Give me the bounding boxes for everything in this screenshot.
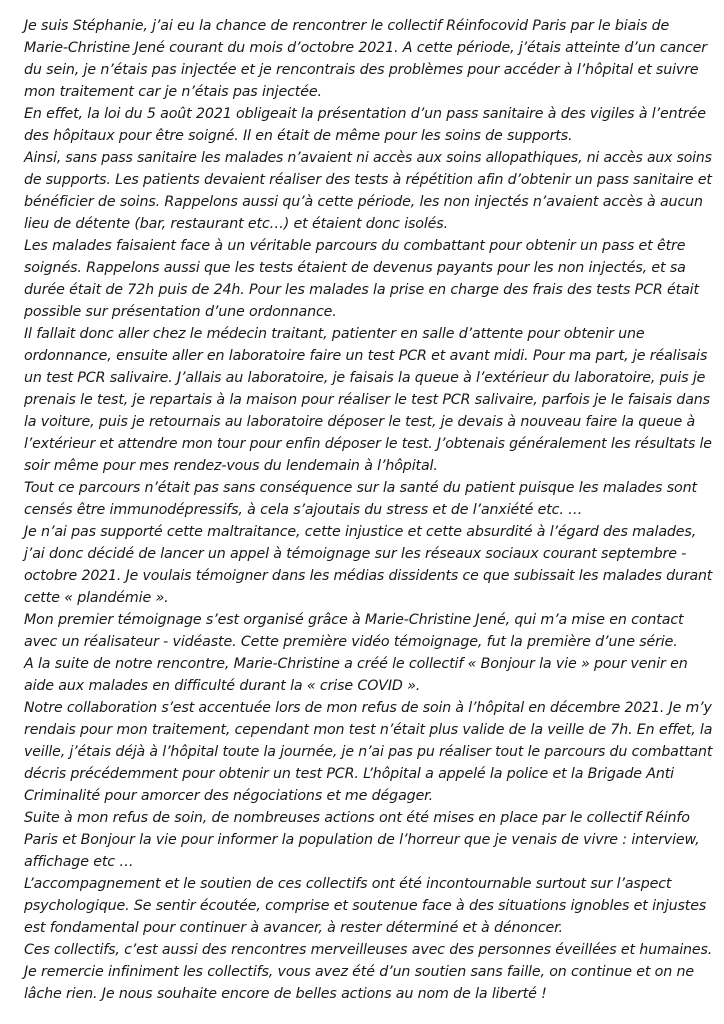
text-line: Je suis Stéphanie, j’ai eu la chance de rencontrer le collectif Réinfocovid Paris par le biais de: [24, 18, 670, 34]
text-line: durée était de 72h puis de 24h. Pour les malades la prise en charge des frais des tests PCR était: [24, 282, 699, 298]
text-line: rendais pour mon traitement, cependant mon test n’était plus valide de la veille de 7h. En effet, la: [24, 722, 713, 738]
text-line: En effet, la loi du 5 août 2021 obligeait la présentation d’un pass sanitaire à des vigiles à l’entrée: [24, 106, 706, 122]
testimony-text: [24, 15, 714, 1005]
text-line: prenais le test, je repartais à la maison pour réaliser le test PCR salivaire, parfois je le faisais dans: [24, 392, 710, 408]
text-line: Marie-Christine Jené courant du mois d’octobre 2021. A cette période, j’étais atteinte d’un cancer: [24, 40, 707, 56]
text-line: aide aux malades en difficulté durant la « crise COVID ».: [24, 678, 421, 694]
text-line: Il fallait donc aller chez le médecin traitant, patienter en salle d’attente pour obtenir une: [24, 326, 645, 342]
text-line: de supports. Les patients devaient réaliser des tests à répétition afin d’obtenir un pass sanitaire et: [24, 172, 712, 188]
text-line: soir même pour mes rendez-vous du lendemain à l’hôpital.: [24, 458, 438, 474]
text-line: Ainsi, sans pass sanitaire les malades n’avaient ni accès aux soins allopathiques, ni accès aux soins: [24, 150, 712, 166]
text-line: Je remercie infiniment les collectifs, vous avez été d’un soutien sans faille, on continue et on ne: [24, 964, 695, 980]
text-line: A la suite de notre rencontre, Marie-Christine a créé le collectif « Bonjour la vie » pour venir en: [24, 656, 688, 672]
text-line: mon traitement car je n’étais pas injectée.: [24, 84, 322, 100]
text-line: lieu de détente (bar, restaurant etc…) et étaient donc isolés.: [24, 216, 448, 232]
text-line: l’extérieur et attendre mon tour pour enfin déposer le test. J’obtenais généralement les résultats le: [24, 436, 712, 452]
text-line: est fondamental pour continuer à avancer, à rester déterminé et à dénoncer.: [24, 920, 563, 936]
text-line: Tout ce parcours n’était pas sans conséquence sur la santé du patient puisque les malades sont: [24, 480, 697, 496]
text-line: Mon premier témoignage s’est organisé grâce à Marie-Christine Jené, qui m’a mise en contact: [24, 612, 684, 628]
text-line: censés être immunodépressifs, à cela s’ajoutais du stress et de l’anxiété etc. …: [24, 502, 583, 518]
text-line: veille, j’étais déjà à l’hôpital toute la journée, je n’ai pas pu réaliser tout le parcours du combattant: [24, 744, 713, 760]
text-line: Paris et Bonjour la vie pour informer la population de l’horreur que je venais de vivre : interview,: [24, 832, 700, 848]
text-line: avec un réalisateur - vidéaste. Cette première vidéo témoignage, fut la première d’une série.: [24, 634, 678, 650]
text-line: Notre collaboration s’est accentuée lors de mon refus de soin à l’hôpital en décembre 2021. Je m’y: [24, 700, 712, 716]
text-line: octobre 2021. Je voulais témoigner dans les médias dissidents ce que subissait les malades durant: [24, 568, 713, 584]
text-line: j’ai donc décidé de lancer un appel à témoignage sur les réseaux sociaux courant septembre -: [24, 546, 687, 562]
text-line: Ces collectifs, c’est aussi des rencontres merveilleuses avec des personnes éveillées et humaines.: [24, 942, 713, 958]
text-line: soignés. Rappelons aussi que les tests étaient de devenus payants pour les non injectés, et sa: [24, 260, 686, 276]
text-line: ordonnance, ensuite aller en laboratoire faire un test PCR et avant midi. Pour ma part, je réalisais: [24, 348, 708, 364]
text-line: décris précédemment pour obtenir un test PCR. L’hôpital a appelé la police et la Brigade Anti: [24, 766, 674, 782]
text-line: cette « plandémie ».: [24, 590, 169, 606]
text-line: L’accompagnement et le soutien de ces collectifs ont été incontournable surtout sur l’aspect: [24, 876, 672, 892]
text-line: un test PCR salivaire. J’allais au laboratoire, je faisais la queue à l’extérieur du laboratoire, puis je: [24, 370, 706, 386]
text-line: possible sur présentation d’une ordonnance.: [24, 304, 337, 320]
text-line: affichage etc …: [24, 854, 134, 870]
text-line: des hôpitaux pour être soigné. Il en était de même pour les soins de supports.: [24, 128, 573, 144]
text-line: psychologique. Se sentir écoutée, comprise et soutenue face à des situations ignobles et injustes: [24, 898, 707, 914]
text-line: Suite à mon refus de soin, de nombreuses actions ont été mises en place par le collectif Réinfo: [24, 810, 690, 826]
text-line: lâche rien. Je nous souhaite encore de belles actions au nom de la liberté !: [24, 986, 547, 1002]
text-line: Je n’ai pas supporté cette maltraitance, cette injustice et cette absurdité à l’égard des malades,: [24, 524, 697, 540]
text-line: bénéficier de soins. Rappelons aussi qu’à cette période, les non injectés n’avaient accès à aucun: [24, 194, 703, 210]
text-line: Les malades faisaient face à un véritable parcours du combattant pour obtenir un pass et être: [24, 238, 686, 254]
text-line: du sein, je n’étais pas injectée et je rencontrais des problèmes pour accéder à l’hôpital et suivre: [24, 62, 699, 78]
text-line: Criminalité pour amorcer des négociations et me dégager.: [24, 788, 433, 804]
text-line: la voiture, puis je retournais au laboratoire déposer le test, je devais à nouveau faire la queue à: [24, 414, 696, 430]
